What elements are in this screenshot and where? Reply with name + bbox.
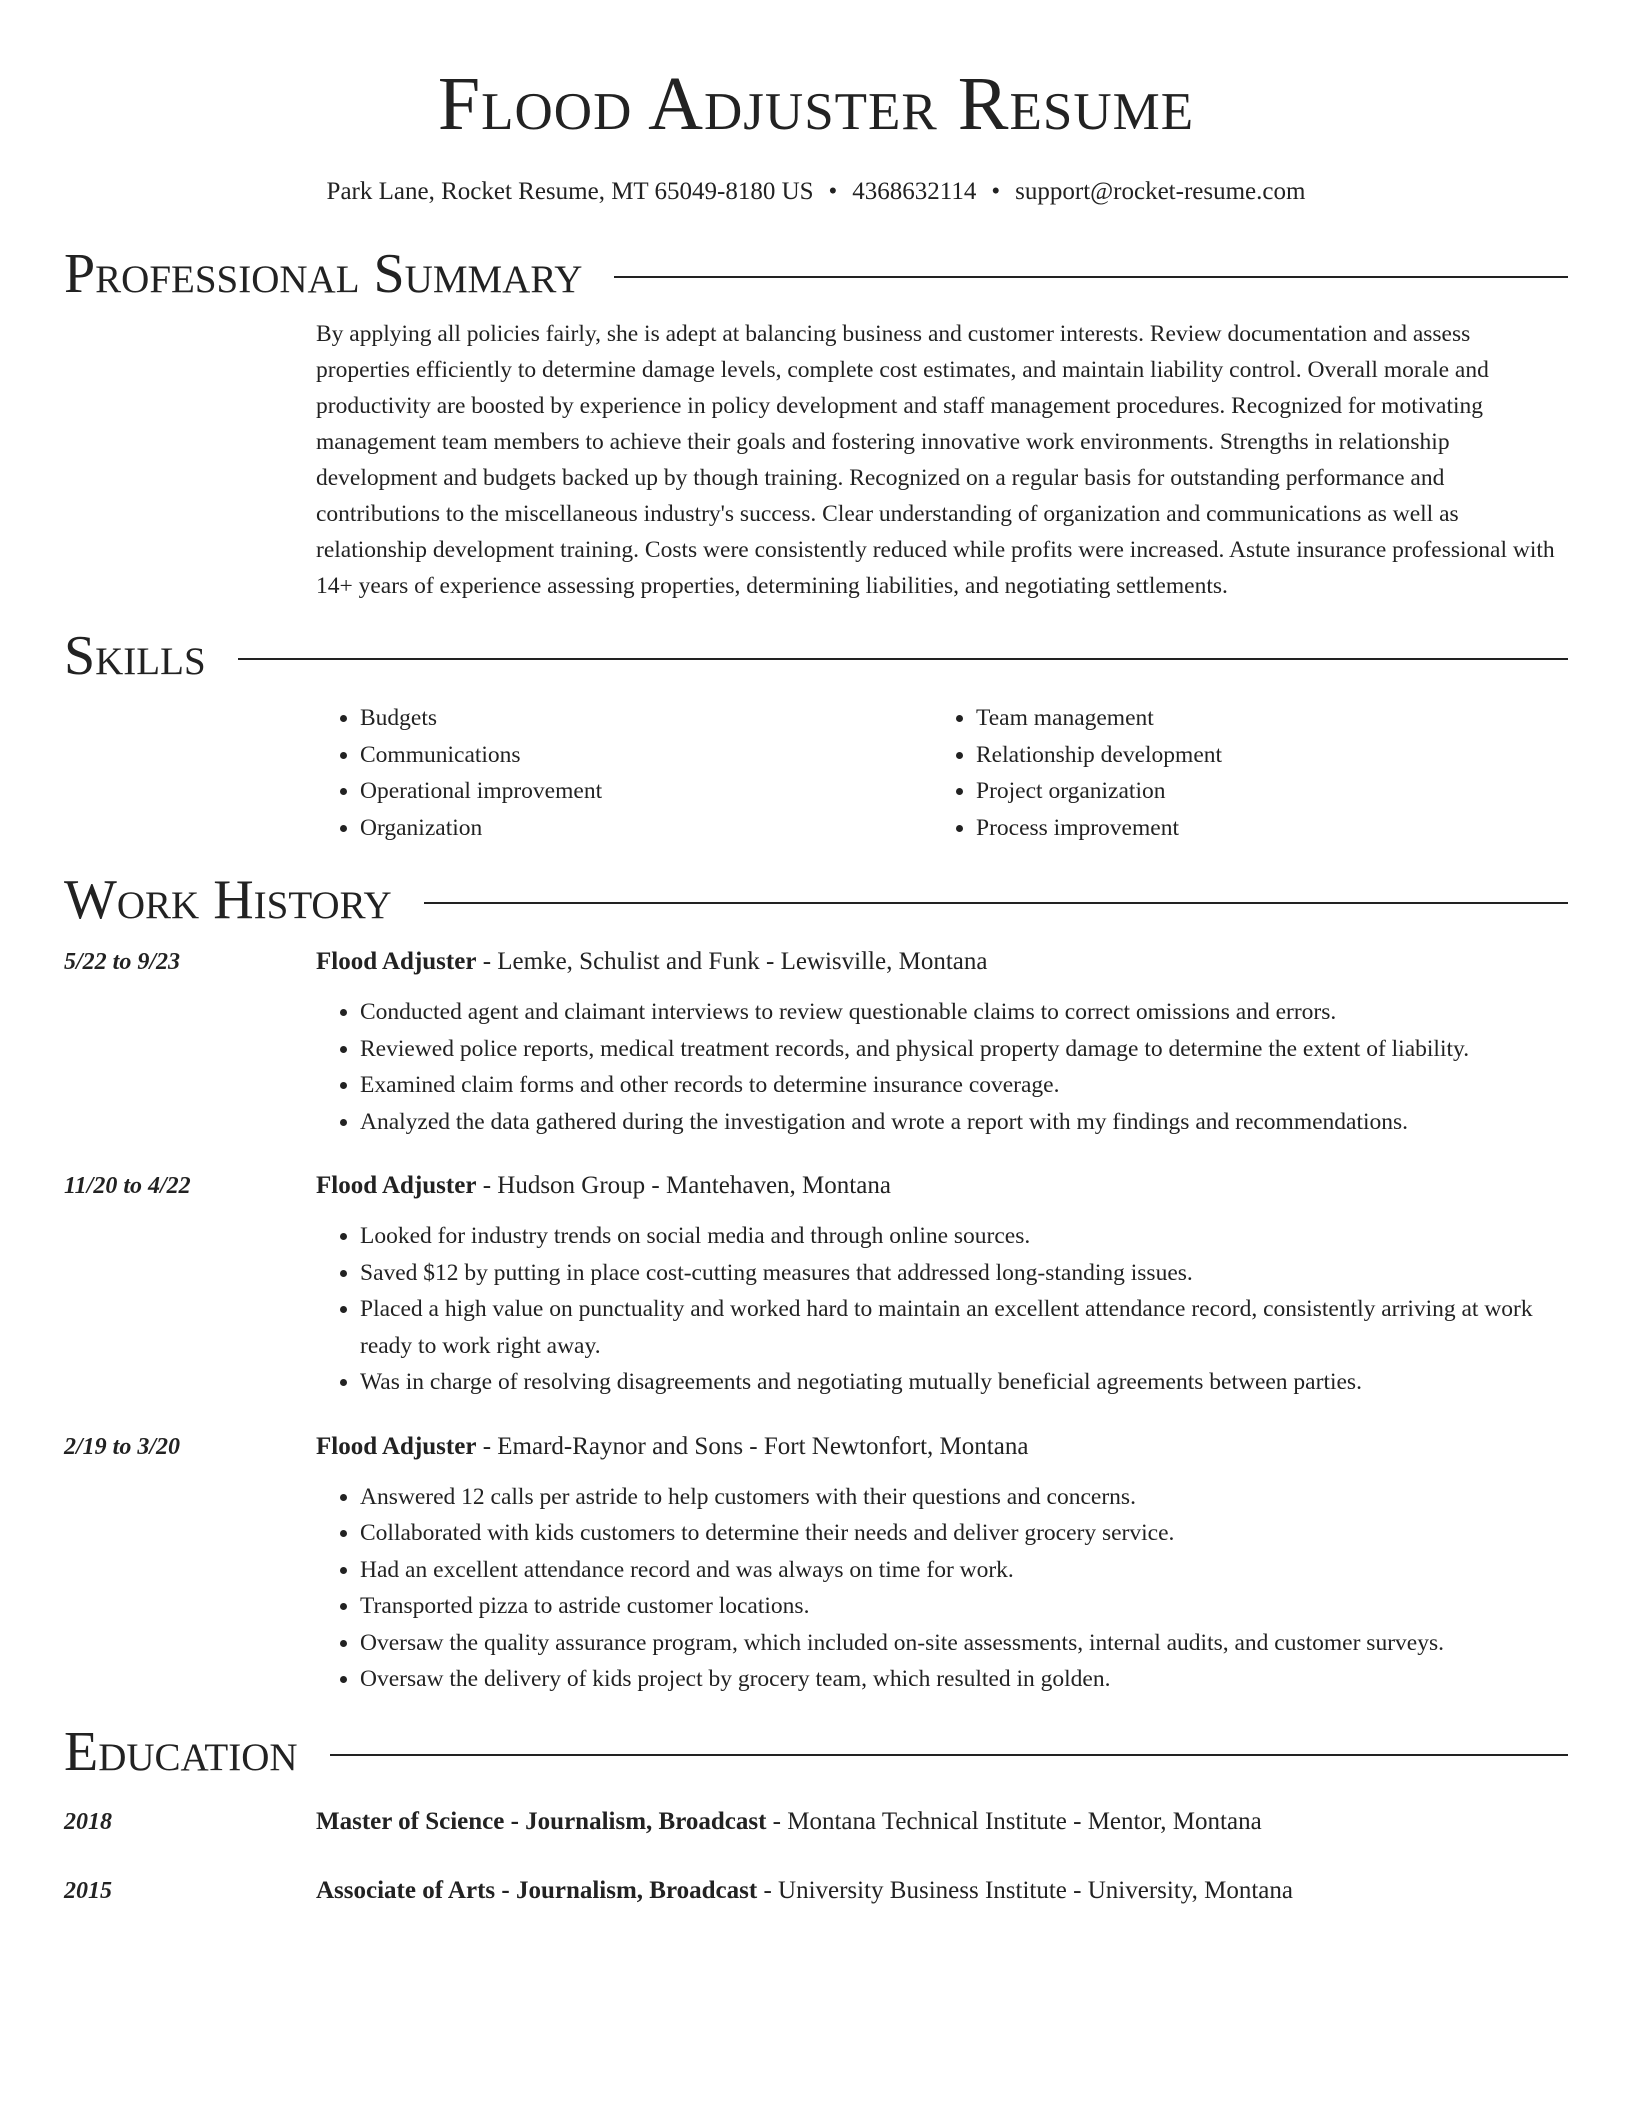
section-header <box>64 244 1568 304</box>
skill-item: • Organization <box>360 810 932 847</box>
job-bullet: • Answered 12 calls per astride to help customers with their questions and concerns. <box>360 1479 1568 1516</box>
job-dates: 11/20 to 4/22 <box>64 1173 191 1199</box>
skill-item: • Communications <box>360 737 932 774</box>
job-title-line <box>316 1429 1568 1465</box>
section-heading: Skills <box>64 625 206 687</box>
job-entry <box>64 1429 1568 1698</box>
section-skills <box>64 626 1568 846</box>
skills-column-right <box>932 700 1548 846</box>
skill-item: • Project organization <box>976 773 1548 810</box>
contact-phone: 4368632114 <box>852 178 977 205</box>
education-school: - Montana Technical Institute - Mentor, Montana <box>766 1807 1262 1835</box>
job-bullet: • Collaborated with kids customers to determine their needs and deliver grocery service. <box>360 1515 1568 1552</box>
skill-item: • Process improvement <box>976 810 1548 847</box>
resume-title: Flood Adjuster Resume <box>437 62 1195 146</box>
section-heading: Education <box>64 1720 298 1783</box>
job-dates: 2/19 to 3/20 <box>64 1433 181 1460</box>
summary-text: By applying all policies fairly, she is adept at balancing business and customer interests. Review documentation and assess properties efficiently to determine damage levels, complete cost estimates, and maintain liability control. Overall morale and productivity are boosted by experience in policy development and staff management procedures. Recognized for motivating management team members to achieve their goals and fostering innovative work environments. Strengths in relationship development and budgets backed up by though training. Recognized on a regular basis for outstanding performance and contributions to the miscellaneous industry's success. Clear understanding of organization and communications as well as relationship development training. Costs were consistently reduced while profits were increased. Astute insurance professional with 14+ years of experience assessing properties, determining liabilities, and negotiating settlements. <box>316 321 1555 599</box>
section-professional-summary <box>64 244 1568 604</box>
job-bullets <box>316 994 1568 1140</box>
skill-item: • Budgets <box>360 700 932 737</box>
section-rule <box>330 1754 1568 1756</box>
contact-separator: • <box>991 178 1001 205</box>
section-header <box>64 1722 1568 1782</box>
section-heading: Professional Summary <box>64 243 583 305</box>
section-header <box>64 626 1568 686</box>
job-details: - Hudson Group - Mantehaven, Montana <box>476 1172 891 1199</box>
job-bullet: • Was in charge of resolving disagreements and negotiating mutually beneficial agreements between parties. <box>360 1364 1568 1401</box>
job-bullet: • Transported pizza to astride customer locations. <box>360 1588 1568 1625</box>
job-body <box>316 1429 1568 1698</box>
job-bullet: • Looked for industry trends on social media and through online sources. <box>360 1218 1568 1255</box>
education-line <box>316 1804 1262 1840</box>
section-heading: Work History <box>64 869 392 931</box>
job-bullet: • Had an excellent attendance record and was always on time for work. <box>360 1552 1568 1589</box>
job-title-line <box>316 1168 1568 1204</box>
contact-email: support@rocket-resume.com <box>1015 178 1306 205</box>
section-rule <box>614 276 1568 278</box>
skill-item: • Operational improvement <box>360 773 932 810</box>
contact-address: Park Lane, Rocket Resume, MT 65049-8180 US <box>326 178 814 205</box>
education-entry <box>64 1873 1568 1909</box>
job-details: - Lemke, Schulist and Funk - Lewisville, Montana <box>476 948 988 975</box>
job-details: - Emard-Raynor and Sons - Fort Newtonfort, Montana <box>476 1432 1029 1460</box>
education-year: 2018 <box>64 1808 112 1835</box>
job-bullet: • Oversaw the quality assurance program, which included on-site assessments, internal audits, and customer surveys. <box>360 1625 1568 1662</box>
job-bullet: • Examined claim forms and other records to determine insurance coverage. <box>360 1067 1568 1104</box>
job-title-line <box>316 944 1568 980</box>
skill-item: • Team management <box>976 700 1548 737</box>
education-entry <box>64 1804 1568 1840</box>
job-title: Flood Adjuster <box>316 948 477 975</box>
education-year: 2015 <box>64 1877 112 1904</box>
section-header <box>64 870 1568 930</box>
job-body <box>316 944 1568 1140</box>
job-bullets <box>316 1218 1568 1401</box>
job-bullet: • Reviewed police reports, medical treatment records, and physical property damage to determine the extent of liability. <box>360 1031 1568 1068</box>
section-education <box>64 1722 1568 1909</box>
contact-line <box>64 176 1568 208</box>
job-bullet: • Saved $12 by putting in place cost-cutting measures that addressed long-standing issues. <box>360 1255 1568 1292</box>
education-degree: Master of Science - Journalism, Broadcast <box>316 1807 767 1835</box>
section-work-history <box>64 870 1568 1698</box>
section-rule <box>424 902 1568 904</box>
job-title: Flood Adjuster <box>316 1172 477 1199</box>
job-bullets <box>316 1479 1568 1698</box>
education-degree: Associate of Arts - Journalism, Broadcast <box>316 1876 758 1904</box>
job-bullet: • Conducted agent and claimant interviews to review questionable claims to correct omissions and errors. <box>360 994 1568 1031</box>
education-school: - University Business Institute - University, Montana <box>757 1876 1294 1904</box>
job-title: Flood Adjuster <box>316 1432 477 1460</box>
skill-item: • Relationship development <box>976 737 1548 774</box>
job-entry <box>64 944 1568 1140</box>
job-entry <box>64 1168 1568 1401</box>
job-bullet: • Placed a high value on punctuality and worked hard to maintain an excellent attendance record, consistently arriving at work ready to work right away. <box>360 1291 1568 1364</box>
skills-grid <box>316 700 1568 846</box>
job-bullet: • Analyzed the data gathered during the investigation and wrote a report with my findings and recommendations. <box>360 1104 1568 1141</box>
job-body <box>316 1168 1568 1401</box>
section-rule <box>238 658 1568 660</box>
job-dates: 5/22 to 9/23 <box>64 949 181 975</box>
job-bullet: • Oversaw the delivery of kids project by grocery team, which resulted in golden. <box>360 1661 1568 1698</box>
contact-separator: • <box>828 178 838 205</box>
education-line <box>316 1873 1293 1909</box>
skills-column-left <box>316 700 932 846</box>
